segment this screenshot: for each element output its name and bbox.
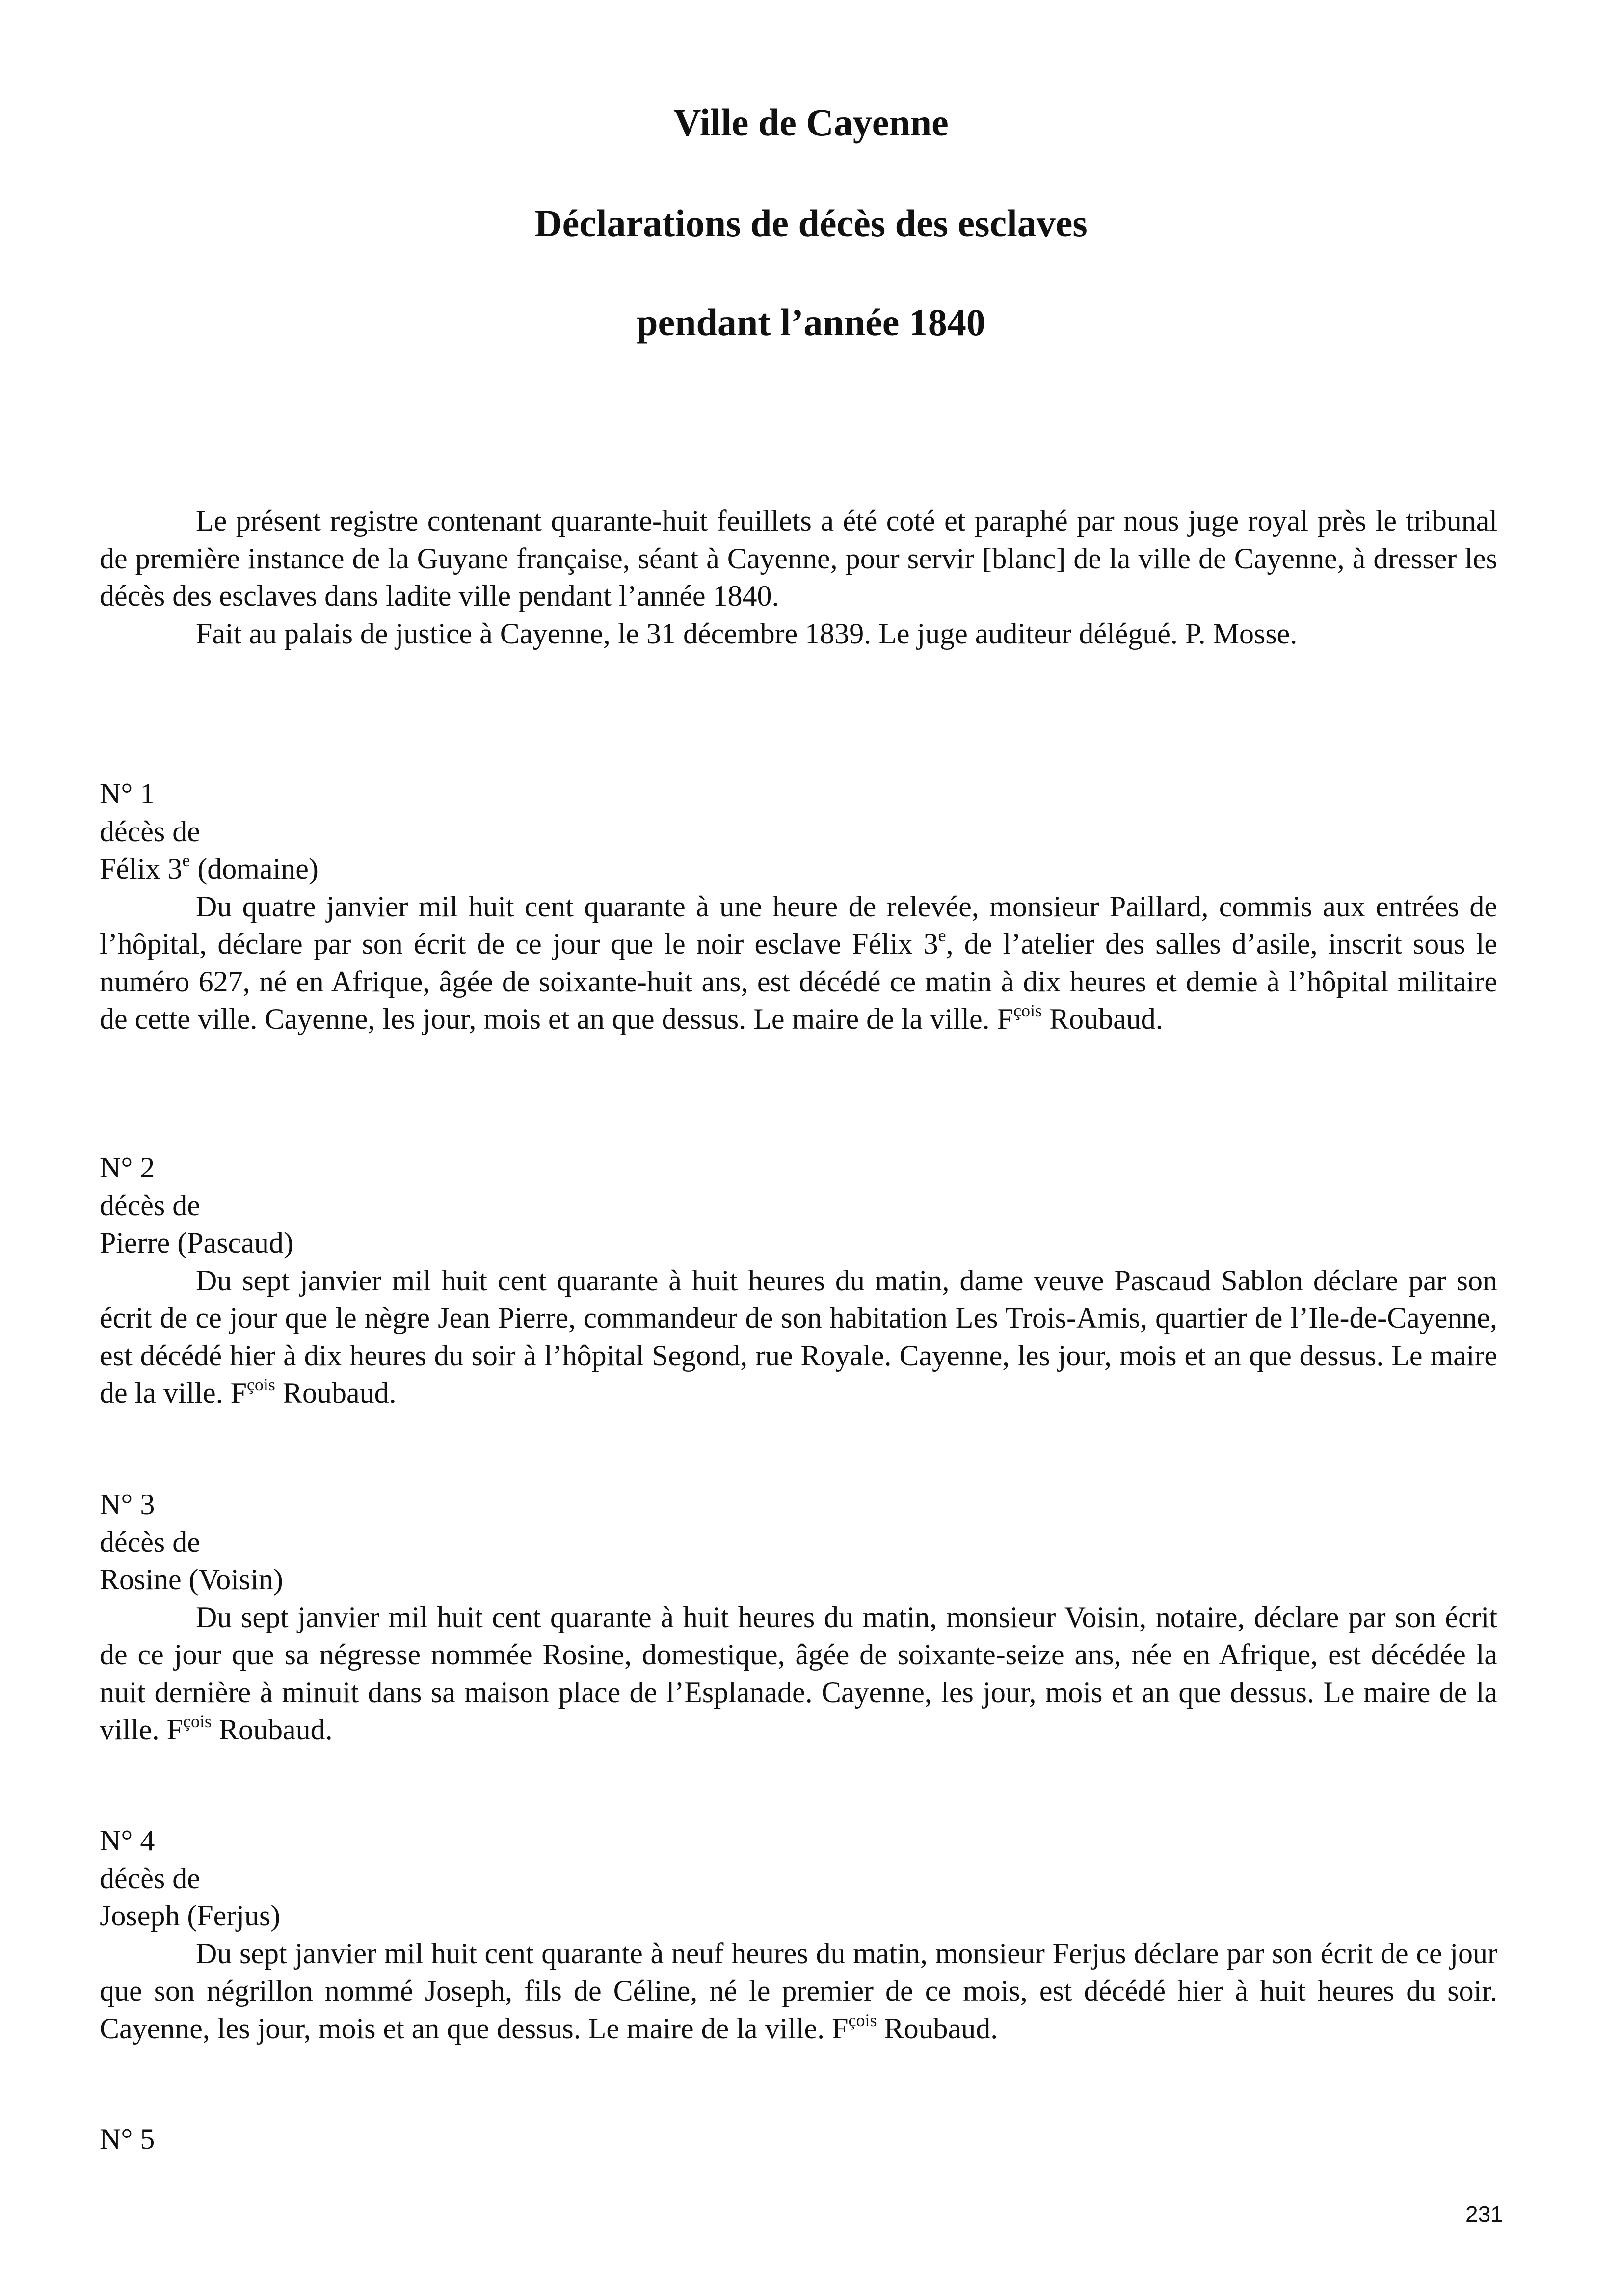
entry-text-part: Du quatre janvier mil huit cent quarante à une heure de relevée, monsieur Paillard, commis aux entrées de l’hôpital, déclare par son écrit de ce jour que le noir esclave Félix 3: [100, 890, 1497, 960]
preamble-paragraph: Le présent registre contenant quarante-huit feuillets a été coté et paraphé par nous juge royal près le tribunal de première instance de la Guyane française, séant à Cayenne, pour servir [blanc] de la ville de Cayenne, à dresser les décès des esclaves dans ladite ville pendant l’année 1840.: [100, 505, 1497, 612]
entry-label: décès de: [100, 1525, 200, 1558]
entry-name-superscript: e: [182, 851, 190, 870]
entry-text-part: Roubaud.: [212, 1713, 333, 1746]
entry-text-superscript: çois: [848, 2010, 877, 2030]
entry-number: N° 4: [100, 1824, 155, 1857]
entry-1: [100, 775, 1497, 1038]
entry-4: [100, 1822, 1497, 2047]
entry-text-superscript: çois: [246, 1375, 275, 1394]
title-year: pendant l’année 1840: [637, 301, 985, 344]
entry-name: [100, 850, 1497, 888]
title-city: Ville de Cayenne: [673, 101, 949, 144]
entry-text: [100, 1262, 1497, 1412]
preamble-signature-paragraph: Fait au palais de justice à Cayenne, le 31 décembre 1839. Le juge auditeur délégué. P. Mosse.: [196, 617, 1298, 650]
entry-text-superscript: çois: [1013, 1001, 1042, 1020]
page-number: 231: [1465, 2201, 1503, 2227]
entry-text-superscript: e: [938, 926, 946, 945]
entry-label: décès de: [100, 1862, 200, 1895]
entry-text-part: Roubaud.: [877, 2012, 998, 2045]
entry-5: [100, 2120, 1497, 2158]
entry-3: [100, 1486, 1497, 1749]
title-register: Déclarations de décès des esclaves: [534, 202, 1088, 244]
entry-text: [100, 888, 1497, 1038]
entry-name-text: Félix 3: [100, 853, 183, 885]
entry-text-part: Du sept janvier mil huit cent quarante à huit heures du matin, monsieur Voisin, notaire, déclare par son écrit de ce jour que sa négresse nommée Rosine, domestique, âgée de soixante-seize ans, née en Afrique, est décédée la nuit dernière à minuit dans sa maison place de l’Esplanade. Cayenne, les jour, mois et an que dessus. Le maire de la ville. F: [100, 1601, 1497, 1746]
entry-text-part: Du sept janvier mil huit cent quarante à huit heures du matin, dame veuve Pascaud Sablon déclare par son écrit de ce jour que le nègre Jean Pierre, commandeur de son habitation Les Trois-Amis, quartier de l’Ile-de-Cayenne, est décédé hier à dix heures du soir à l’hôpital Segond, rue Royale. Cayenne, les jour, mois et an que dessus. Le maire de la ville. F: [100, 1264, 1497, 1409]
entry-2: [100, 1149, 1497, 1412]
entry-label: décès de: [100, 815, 200, 848]
entry-text-superscript: çois: [183, 1711, 212, 1731]
preamble: [100, 502, 1497, 652]
entry-number: N° 1: [100, 777, 155, 810]
entry-text-part: Roubaud.: [275, 1377, 397, 1409]
entry-text-part: , de l’atelier des salles d’asile, inscrit sous le numéro 627, né en Afrique, âgée de soixante-huit ans, est décédé ce matin à dix heures et demie à l’hôpital militaire de cette ville. Cayenne, les jour, mois et an que dessus. Le maire de la ville. F: [100, 928, 1497, 1035]
entry-number: N° 2: [100, 1151, 155, 1184]
entry-name: Joseph (Ferjus): [100, 1899, 281, 1932]
entry-name: Pierre (Pascaud): [100, 1227, 293, 1259]
entry-name-suffix: (domaine): [190, 853, 319, 885]
entry-text-part: Du sept janvier mil huit cent quarante à neuf heures du matin, monsieur Ferjus déclare par son écrit de ce jour que son négrillon nommé Joseph, fils de Céline, né le premier de ce mois, est décédé hier à huit heures du soir. Cayenne, les jour, mois et an que dessus. Le maire de la ville. F: [100, 1937, 1497, 2045]
entry-name: Rosine (Voisin): [100, 1563, 283, 1596]
entry-text-part: Roubaud.: [1042, 1003, 1163, 1035]
entry-label: décès de: [100, 1189, 200, 1222]
entry-text: [100, 1935, 1497, 2048]
entry-text: [100, 1599, 1497, 1749]
entry-number: N° 5: [100, 2123, 155, 2155]
entry-number: N° 3: [100, 1488, 155, 1521]
